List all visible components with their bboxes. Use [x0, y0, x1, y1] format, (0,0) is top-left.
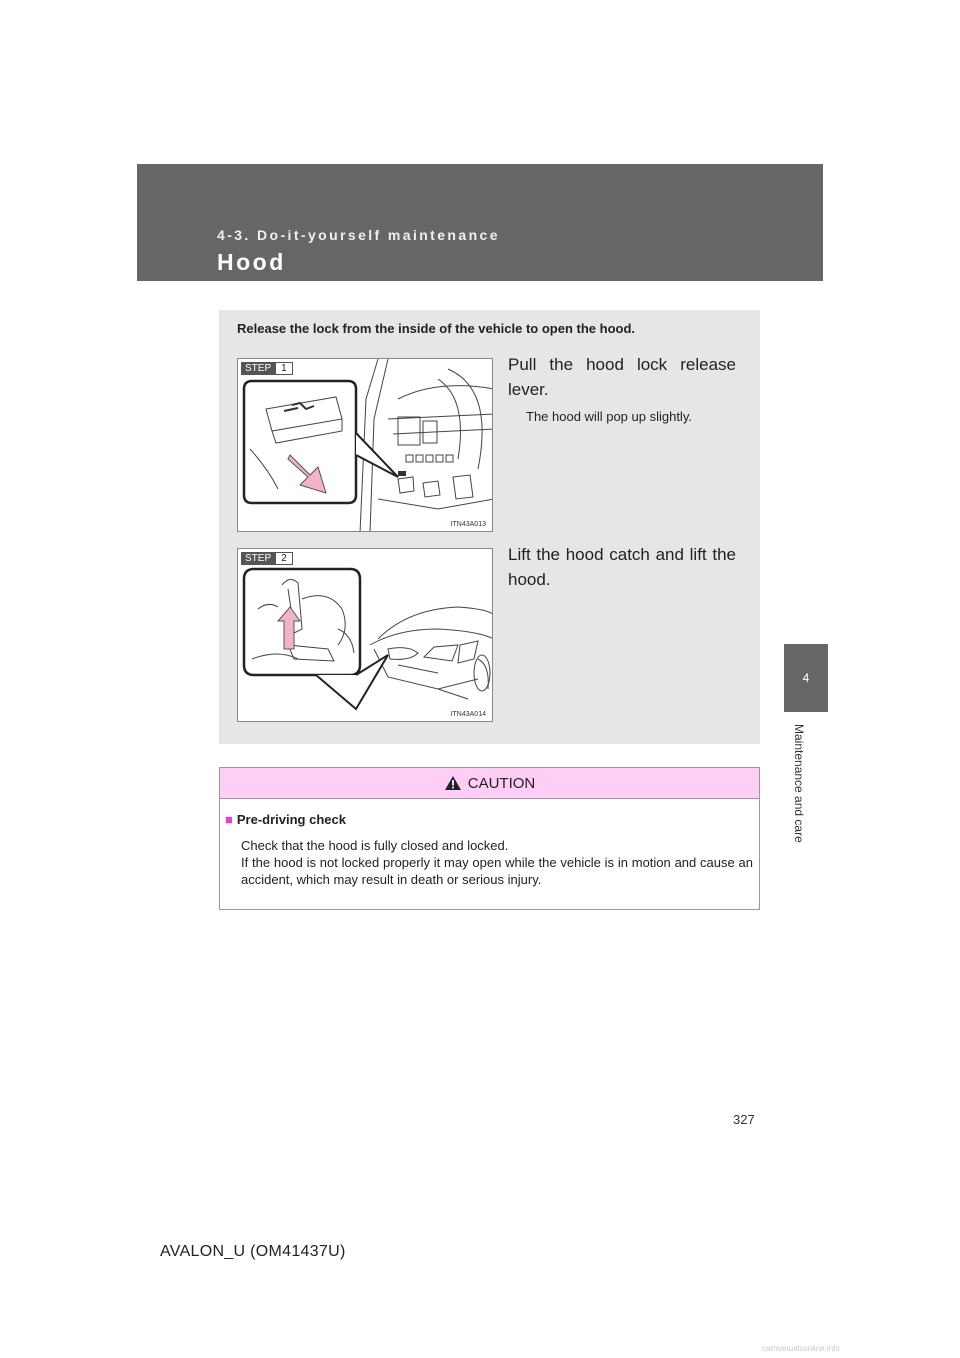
bullet-square-icon: ■	[225, 812, 233, 827]
caution-subheading	[225, 812, 346, 827]
page-title: Hood	[217, 249, 286, 275]
figure-code: ITN43A013	[450, 521, 486, 528]
step-2-illustration	[237, 548, 493, 722]
watermark: carmanualsonline.info	[762, 1344, 840, 1353]
document-code: AVALON_U (OM41437U)	[160, 1243, 346, 1260]
step-badge-number: 2	[275, 552, 293, 565]
caution-header	[220, 768, 759, 799]
section-label: 4-3. Do-it-yourself maintenance	[217, 227, 500, 243]
chapter-number: 4	[802, 671, 810, 685]
intro-text: Release the lock from the inside of the vehicle to open the hood.	[237, 321, 636, 336]
step-1-note: The hood will pop up slightly.	[526, 409, 692, 424]
caution-box	[219, 767, 760, 910]
instruction-panel	[219, 310, 760, 744]
caution-body	[241, 837, 753, 888]
step-1-illustration	[237, 358, 493, 532]
figure-code: ITN43A014	[450, 711, 486, 718]
section-header	[137, 164, 823, 281]
step-badge-label: STEP	[241, 552, 275, 565]
chapter-label: Maintenance and care	[792, 724, 806, 843]
caution-line: If the hood is not locked properly it may open while the vehicle is in motion and cause an accident, which may result in death or serious injury.	[241, 855, 753, 887]
caution-title: CAUTION	[467, 774, 536, 792]
step-badge-number: 1	[275, 362, 293, 375]
warning-icon	[444, 775, 462, 791]
chapter-tab[interactable]	[784, 644, 828, 712]
page-number: 327	[733, 1112, 755, 1127]
step-1-text: Pull the hood lock release lever.	[508, 355, 736, 399]
hood-catch-drawing	[238, 549, 493, 722]
step-2-badge	[241, 552, 293, 565]
caution-line: Check that the hood is fully closed and locked.	[241, 838, 509, 853]
hood-release-lever-drawing	[238, 359, 493, 532]
step-2-text: Lift the hood catch and lift the hood.	[508, 545, 736, 589]
step-1-badge	[241, 362, 293, 375]
step-badge-label: STEP	[241, 362, 275, 375]
caution-subheading-text: Pre-driving check	[236, 812, 346, 827]
